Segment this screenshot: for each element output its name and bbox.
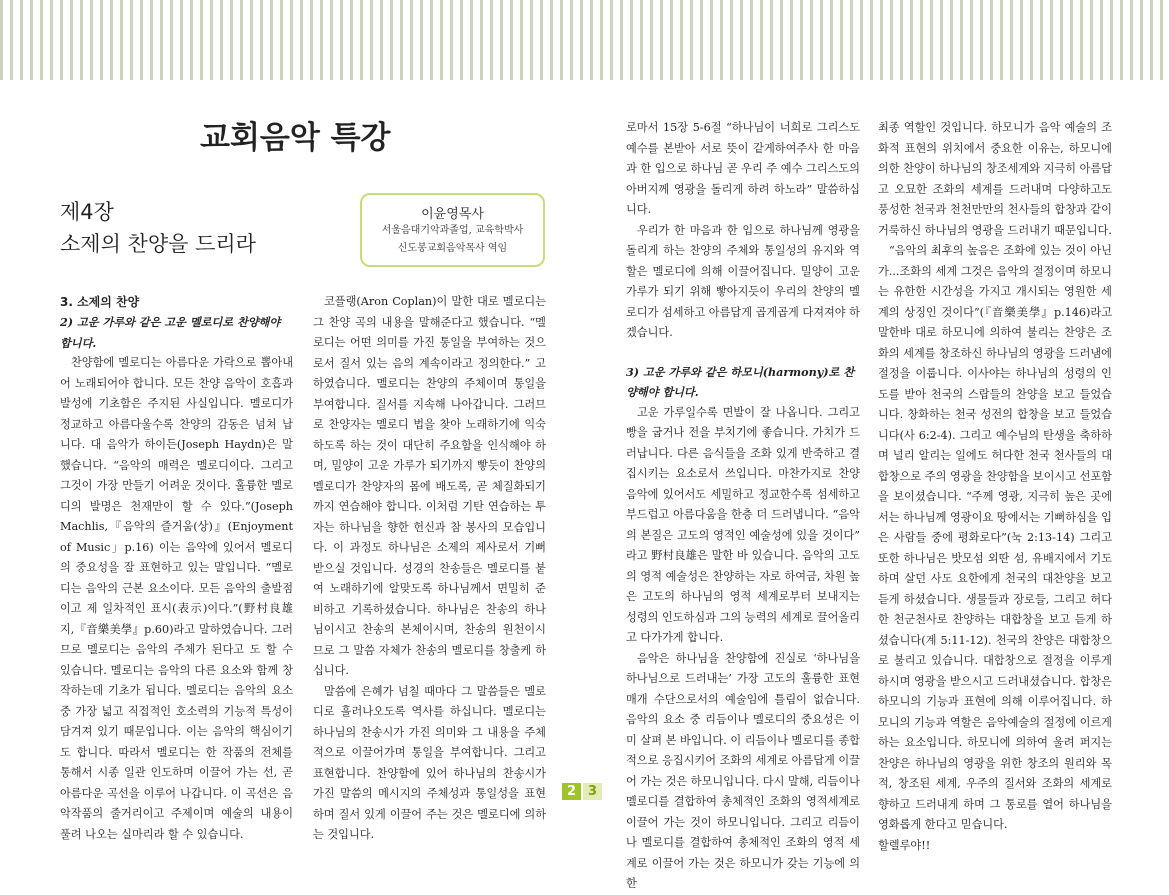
paragraph: 말씀에 은혜가 넘칠 때마다 그 말씀들은 멜로디로 흘러나오도록 역사를 하십니다. 멜로디는 하나님의 찬송시가 가진 의미와 그 내용을 주체적으로 이끌어가며 통일을 부여합니다. 그리고 표현합니다. 찬양함에 있어 하나님의 찬송시가 가진 말씀의 메시지의 주체성과 통일성을 표현하며 질서 있게 이끌어 주는 것은 멜로디에 의하는 것입니다. — [313, 684, 546, 841]
column-4 — [878, 118, 1112, 852]
chapter-title: 소제의 찬양을 드리라 — [60, 232, 256, 256]
column-2 — [313, 292, 546, 841]
paragraph: 코플랭(Aron Coplan)이 말한 대로 멜로디는 그 찬양 곡의 내용을 말해준다고 했습니다. “멜로디는 어떤 의미를 가진 통일을 부여하는 것으로서 질서 있는 음의 계속이라고 정의한다.” 고 하였습니다. 멜로디는 찬양의 주체이며 통일을 부여합니다. 질서를 지속해 나아갑니다. 그러므로 찬양자는 멜로디 법을 찾아 노래하기에 익숙하도록 하는 것이 대단히 주요함을 인식해야 하며, 밀양이 고운 가루가 되기까지 빻듯이 찬양의 멜로디가 찬양자의 몸에 배도록, 곧 체질화되기까지 연습해야 합니다. 이처럼 기탄 연습하는 투자는 하나님을 향한 헌신과 참 봉사의 모습입니다. 이 과정도 하나님은 소제의 제사로서 기뻐 받으실 것입니다. 성경의 찬송들은 멜로디를 붙여 노래하기에 알맞도록 하나님께서 면밀히 준비하고 기록하셨습니다. 하나님은 찬송의 하나님이시고 찬송의 본체이시며, 찬송의 원천이시므로 그 말씀 자체가 찬송의 멜로디를 창출케 하십니다. — [313, 295, 546, 677]
author-credential: 서울음대기악과졸업, 교육학박사 — [381, 225, 524, 236]
subheading-melody: 2) 고운 가루와 같은 고운 멜로디로 찬양해야 합니다. — [60, 315, 281, 350]
section-heading: 3. 소제의 찬양 — [60, 295, 140, 309]
paragraph: 최종 역할인 것입니다. 하모니가 음악 예술의 조화적 표현의 위치에서 중요한 이유는, 하모니에 의한 찬양이 하나님의 창조세계와 지극히 아름답고 오묘한 조화의 세계를 드러내며 다양하고도 풍성한 천국과 천천만만의 천사들의 합창과 같이 거룩하신 하나님의 영광을 드러내기 때문입니다. — [878, 121, 1112, 237]
paragraph: “음악의 최후의 높음은 조화에 있는 것이 아닌가...조화의 세계 그것은 음악의 절정이며 하모니는 유한한 시간성을 가지고 개시되는 영원한 세계의 상징인 것이다”(『音樂美學』p.146)라고 말한바 대로 하모니에 의하여 불리는 찬양은 조화의 세계를 창조하신 하나님의 영광을 드러냄에 절정을 이룹니다. 이사야는 하나님의 성령의 인도를 받아 천국의 스랍들의 찬양을 보고 들었습니다. 창화하는 천국 성전의 합창을 보고 들었습니다(사 6:2-4). 그리고 예수님의 탄생을 축하하며 널리 알리는 일에도 허다한 천국 천사들의 대합창으로 주의 영광을 찬양함을 보이시고 선포함을 보이셨습니다. “주께 영광, 지극히 높은 곳에서는 하나님께 영광이요 땅에서는 기뻐하심을 입은 사람들 중에 평화로다”(눅 2:13-14) 그리고 또한 하나님은 밧모섬 외딴 섬, 유배지에서 기도하며 살던 사도 요한에게 천국의 대찬양을 보고 듣게 하셨습니다. 생물들과 장로들, 그리고 허다한 천군천사로 찬양하는 대합창을 보고 듣게 하셨습니다(계 5:11-12). 천국의 찬양은 대합창으로 불리고 있습니다. 대합창으로 절정을 이루게 하시며 영광을 받으시고 드러내셨습니다. 합창은 하모니의 기능과 표현에 의해 이루어집니다. 하모니의 기능과 역할은 음악예술의 절정에 이르게 하는 요소입니다. 하모니에 의하여 울려 퍼지는 찬양은 하나님의 영광을 위한 창조의 원리와 목적, 창조된 세계, 우주의 질서와 조화의 세계로 향하고 드러내게 하며 그 통로를 열어 하나님을 영화롭게 한다고 믿습니다. — [878, 244, 1112, 831]
paragraph: 찬양함에 멜로디는 아름다운 가락으로 뽑아내어 노래되어야 합니다. 모든 찬양 음악이 호흡과 발성에 기초함은 주지된 사실입니다. 멜로디가 정교하고 아름다울수록 찬양의 감동은 넘쳐 납니다. 대 음악가 하이든(Joseph Haydn)은 말했습니다. “음악의 매력은 멜로디이다. 그리고 그것이 가장 만들기 어려운 것이다. 훌륭한 멜로디의 발명은 천재만이 할 수 있다.”(Joseph Machlis,『음악의 즐거움(상)』(Enjoyment of Music」p.16) 이는 음악에 있어서 멜로디의 중요성을 잘 표현하고 있는 말입니다. “멜로디는 음악의 근본 요소이다. 모든 음악의 출발점이고 제 일차적인 표시(表示)이다.”(野村良雄 지,『音樂美學』p.60)라고 말하였습니다. 그러므로 멜로디는 음악의 주체가 된다고 도 할 수 있습니다. 멜로디는 음악의 다른 요소와 함께 창작하는데 기초가 됩니다. 멜로디는 음악의 요소 중 가장 넓고 직접적인 호소력의 기능적 특성이 담겨져 있기 때문입니다. 이는 음악의 핵심이기도 합니다. 따라서 멜로디는 한 작품의 전체를 통해서 시종 일관 인도하며 이끌어 가는 선, 곧 아름다운 곡선을 이루어 나갑니다. 이 곡선은 음악작품의 줄거리이고 주제이며 예술의 내용이 풀려 나오는 실마리라 할 수 있습니다. — [60, 356, 293, 841]
subheading-harmony: 3) 고운 가루와 같은 하모니(harmony)로 찬양해야 합니다. — [626, 364, 855, 399]
column-1 — [60, 292, 293, 841]
paragraph: 우리가 한 마음과 한 입으로 하나님께 영광을 돌리게 하는 찬양의 주체와 통일성의 유지와 역할은 멜로디에 의해 이끌어집니다. 밀양이 고운 가루가 되기 위해 빻아지듯이 우리의 찬양의 멜로디가 섬세하고 아름답게 곱게곱게 다져져야 하겠습니다. — [626, 223, 860, 339]
paragraph: 로마서 15장 5-6절 “하나님이 너희로 그리스도 예수를 본받아 서로 뜻이 같게하여주사 한 마음과 한 입으로 하나님 곧 우리 주 예수 그리스도의 아버지께 영광을 돌리게 하려 하노라” 말씀하십니다. — [626, 121, 860, 216]
author-box — [360, 193, 545, 267]
author-name: 이윤영목사 — [421, 207, 484, 222]
header-stripe-band — [0, 0, 1169, 80]
chapter-heading — [60, 196, 360, 260]
page-title: 교회음악 특강 — [200, 120, 391, 156]
author-affiliation: 신도봉교회음악목사 역임 — [397, 243, 508, 254]
chapter-number: 제4장 — [60, 200, 114, 224]
closing-line: 할렐루야!! — [878, 838, 931, 852]
paragraph: 고운 가루일수록 면발이 잘 나옵니다. 그리고 빵을 굽거나 전을 부치기에 좋습니다. 가치가 드러납니다. 다른 음식들을 조화 있게 반죽하고 결집시키는 요소로서 쓰입니다. 마찬가지로 찬양 음악에 있어서도 세밀하고 정교한수록 섬세하고 부드럽고 아름다움을 한층 더 드러냅니다. “음악의 본질은 고도의 영적인 예술성에 있을 것이다” 라고 野村良雄은 말한 바 있습니다. 음악의 고도의 영적 예술성은 찬양하는 자로 하여금, 차원 높은 고도의 하나님의 영적 세계로부터 보내지는 성령의 인도하심과 그의 능력의 세계로 끌어올리고 다가가게 합니다. — [626, 405, 860, 644]
paragraph: 음악은 하나님을 찬양함에 진실로 ‘하나님을 하나님으로 드러내는’ 가장 고도의 훌륭한 표현 매개 수단으로서의 예술임에 틀림이 없습니다. 음악의 요소 중 리듬이나 멜로디의 중요성은 이미 살펴 본 바입니다. 이 리듬이나 멜로디를 종합적으로 응집시키어 조화의 세계로 아름답게 이끌어 가는 것은 하모니입니다. 다시 말해, 리듬이나 멜로디를 결합하여 총체적인 조화의 영적세계로 이끌어 가는 것이 하모니입니다. 그리고 리듬이나 멜로디를 결합하여 총체적인 조화의 영적 세계로 이끌어 가는 것은 하모니가 갖는 기능에 의한 — [626, 651, 860, 890]
page-number-right: 3 — [583, 783, 602, 800]
page-number-left: 2 — [562, 783, 581, 800]
column-3 — [626, 118, 860, 890]
